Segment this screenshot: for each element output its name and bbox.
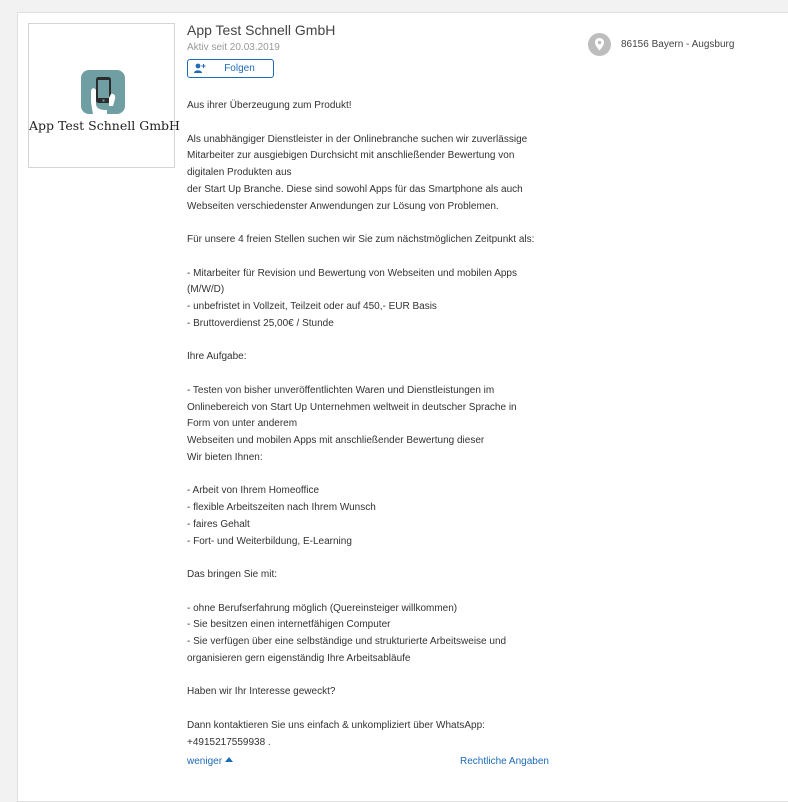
description-line: - Sie verfügen über eine selbständige und strukturierte Arbeitsweise und [187,636,507,647]
triangle-up-icon [225,757,233,762]
description-line: - Sie besitzen einen internetfähigen Computer [187,619,391,631]
description-line: digitalen Produkten aus [187,167,292,178]
description-line: Aus ihrer Überzeugung zum Produkt! [187,100,352,111]
description-spacer [187,550,557,567]
description-line: - Fort- und Weiterbildung, E-Learning [187,535,352,547]
company-logo [28,23,180,168]
description-line: Wir bieten Ihnen: [187,451,263,463]
description-spacer [187,249,557,266]
description-line: organisieren gern eigenständig Ihre Arbeitsabläufe [187,652,411,664]
description-line: - Bruttoverdienst 25,00€ / Stunde [187,317,334,329]
description-line: Mitarbeiter zur ausgiebigen Durchsicht mit anschließender Bewertung von [187,150,515,162]
show-less-link[interactable] [187,756,233,767]
description-line: (M/W/D) [187,284,225,296]
follow-label: Folgen [224,63,255,74]
description-line: Onlinebereich von Start Up Unternehmen weltweit in deutscher Sprache in [187,401,517,413]
company-location: 86156 Bayern - Augsburg [621,39,735,50]
logo-wordmark: App Test Schnell GmbH [29,118,180,133]
description-line: der Start Up Branche. Diese sind sowohl Apps für das Smartphone als auch [187,183,523,195]
follow-button[interactable] [187,59,274,78]
description-line: - ohne Berufserfahrung möglich (Quereinsteiger willkommen) [187,602,458,614]
description-spacer [187,333,557,350]
description-spacer [187,668,557,685]
description-line: Das bringen Sie mit: [187,569,278,580]
description-line: Haben wir Ihr Interesse geweckt? [187,686,336,698]
description-line: - unbefristet in Vollzeit, Teilzeit oder auf 450,- EUR Basis [187,301,437,312]
description-line: - faires Gehalt [187,518,250,530]
description-line: +4915217559938 . [187,736,271,748]
description-line: Ihre Aufgabe: [187,351,247,363]
description-line: - Arbeit von Ihrem Homeoffice [187,485,320,497]
description-line: Webseiten und mobilen Apps mit anschließender Bewertung dieser [187,435,485,446]
description-spacer [187,701,557,718]
location-pin-icon [588,33,611,56]
company-card [17,12,788,802]
description-spacer [187,115,557,132]
description-line: - Testen von bisher unveröffentlichten Waren und Dienstleistungen im [187,384,495,396]
description-spacer [187,467,557,484]
company-description [187,98,557,751]
phone-hand-icon [81,70,125,114]
description-spacer [187,215,557,232]
description-line: Webseiten verschiedenster Anwendungen zur Lösung von Problemen. [187,200,499,212]
active-since: Aktiv seit 20.03.2019 [187,42,280,53]
description-line: Für unsere 4 freien Stellen suchen wir Sie zum nächstmöglichen Zeitpunkt als: [187,234,535,245]
company-name[interactable]: App Test Schnell GmbH [187,22,336,38]
description-spacer [187,584,557,601]
description-line: Dann kontaktieren Sie uns einfach & unkompliziert über WhatsApp: [187,719,485,731]
description-line: - flexible Arbeitszeiten nach Ihrem Wunsch [187,502,376,513]
legal-info-link[interactable]: Rechtliche Angaben [460,756,549,767]
description-line: - Mitarbeiter für Revision und Bewertung von Webseiten und mobilen Apps [187,267,517,279]
show-less-label: weniger [187,756,223,767]
description-line: Als unabhängiger Dienstleister in der Onlinebranche suchen wir zuverlässige [187,133,528,145]
description-line: Form von unter anderem [187,418,298,430]
description-spacer [187,366,557,383]
